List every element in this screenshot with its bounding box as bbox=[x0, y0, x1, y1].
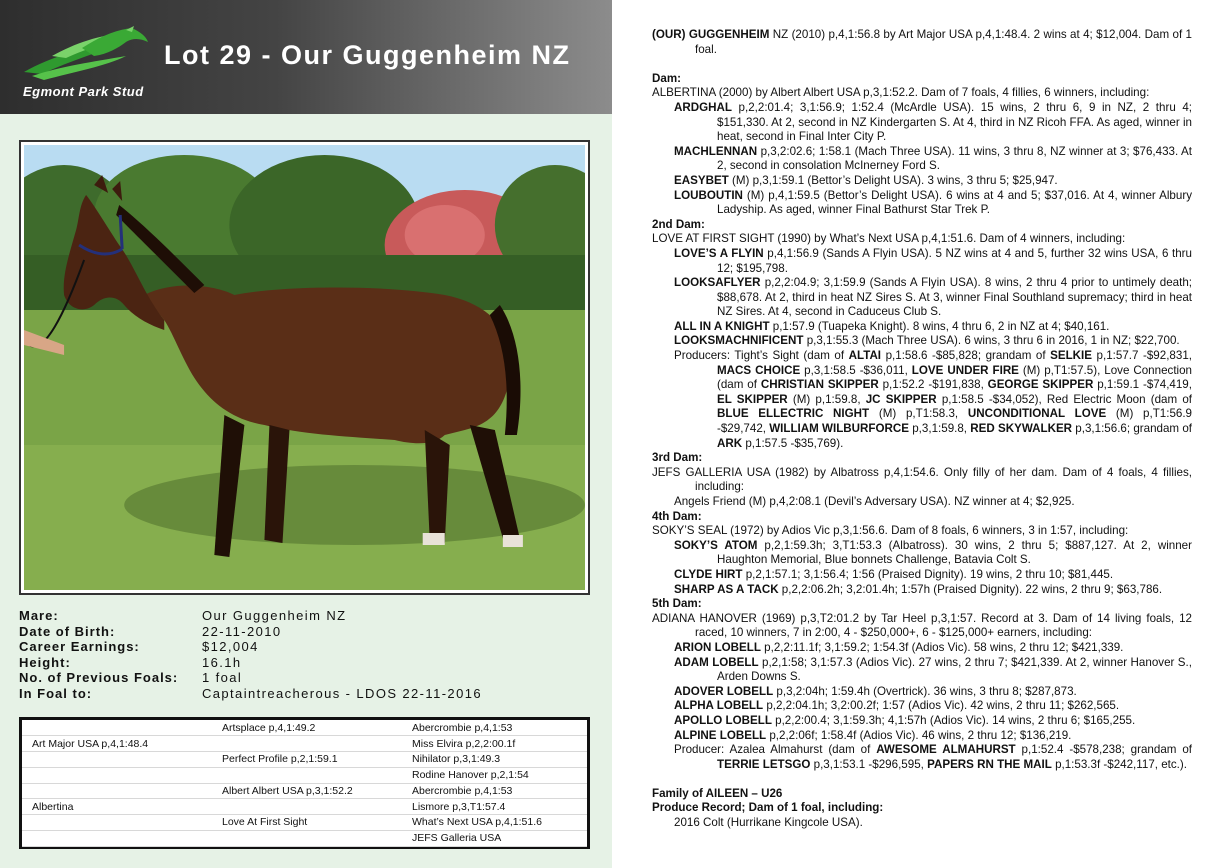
progeny-entry bbox=[652, 334, 1192, 349]
progeny-entry bbox=[652, 101, 1192, 145]
pedigree-cell: Albert Albert USA p,3,1:52.2 bbox=[212, 783, 402, 799]
record-text: (M) p,1:59.8, bbox=[787, 392, 866, 406]
pedigree-row bbox=[22, 830, 587, 846]
progeny-entry bbox=[652, 145, 1192, 174]
dam4-heading: 4th Dam: bbox=[652, 509, 702, 523]
progeny-name: ALPINE LOBELL bbox=[674, 728, 767, 742]
progeny-entry bbox=[652, 568, 1192, 583]
dam5-heading: 5th Dam: bbox=[652, 597, 702, 611]
horse-name: TERRIE LETSGO bbox=[717, 757, 811, 771]
dam-heading: Dam: bbox=[652, 71, 681, 85]
pedigree-row bbox=[22, 799, 587, 815]
horse-name: BLUE ELLECTRIC NIGHT bbox=[717, 407, 870, 421]
record-text: p,1:58.6 -$85,828; grandam of bbox=[881, 349, 1051, 363]
horse-name: AWESOME ALMAHURST bbox=[876, 743, 1016, 757]
horse-name: ALTAI bbox=[848, 349, 882, 363]
pedigree-cell: Nihilator p,3,1:49.3 bbox=[402, 752, 587, 768]
horse-name: WILLIAM WILBURFORCE bbox=[769, 422, 909, 436]
pedigree-cell: Love At First Sight bbox=[212, 815, 402, 831]
detail-row-foals bbox=[19, 670, 599, 686]
pedigree-table bbox=[19, 717, 590, 849]
progeny-entry bbox=[652, 189, 1192, 218]
record-text: p,1:57.7 -$92,831, bbox=[1092, 349, 1192, 363]
dam3-text: JEFS GALLERIA USA (1982) by Albatross p,4,1:54.6. Only filly of her dam. Dam of 4 foals, 4 fillies, including: bbox=[652, 465, 1192, 494]
header-banner bbox=[0, 0, 612, 114]
detail-label: Mare: bbox=[19, 608, 59, 623]
horse-name: PAPERS RN THE MAIL bbox=[927, 757, 1052, 771]
dam4-entries bbox=[652, 539, 1192, 597]
producers-lead: Producers: Tight’s Sight (dam of bbox=[674, 349, 849, 363]
record-text: p,3,1:53.1 -$296,595, bbox=[810, 757, 928, 771]
progeny-record: p,2,2:11.1f; 3,1:59.2; 1:54.3f (Adios Vic). 58 wins, 2 thru 12; $421,339. bbox=[760, 640, 1124, 654]
progeny-name: EASYBET bbox=[674, 173, 729, 187]
horse-photo-frame bbox=[19, 140, 590, 595]
stud-name: Egmont Park Stud bbox=[23, 84, 144, 99]
catalogue-text bbox=[652, 28, 1192, 831]
progeny-record: p,2,2:04.1h; 3,2:00.2f; 1:57 (Adios Vic). 42 wins, 2 thru 11; $262,565. bbox=[763, 699, 1120, 713]
pedigree-row bbox=[22, 815, 587, 831]
detail-row-mare bbox=[19, 608, 599, 624]
detail-value: 16.1h bbox=[202, 654, 242, 670]
progeny-record: p,4,1:56.9 (Sands A Flyin USA). 5 NZ wins at 4 and 5, further 32 wins USA, 6 thru 12; $195,798. bbox=[717, 246, 1192, 275]
progeny-name: APOLLO LOBELL bbox=[674, 713, 772, 727]
record-text: p,1:59.1 -$74,419, bbox=[1093, 378, 1192, 392]
detail-row-height bbox=[19, 655, 599, 671]
progeny-name: ARDGHAL bbox=[674, 100, 732, 114]
dam5-text: ADIANA HANOVER (1969) p,3,T2:01.2 by Tar Heel p,3,1:57. Record at 3. Dam of 14 living foals, 12 raced, 10 winners, 7 in 2:00, 4 - $250,000+, 6 - $125,000+ earners, including: bbox=[652, 611, 1192, 640]
progeny-name: ALPHA LOBELL bbox=[674, 699, 764, 713]
record-text: (M) p,T1:58.3, bbox=[869, 407, 968, 421]
pedigree-cell bbox=[22, 783, 212, 799]
progeny-record: (M) p,4,1:59.5 (Bettor’s Delight USA). 6 wins at 4 and 5; $37,016. At 4, winner Albury Ladyship. As aged, winner Final Bathurst Star Trek P. bbox=[717, 188, 1192, 217]
left-panel bbox=[0, 0, 612, 868]
dam-text: ALBERTINA (2000) by Albert Albert USA p,3,1:52.2. Dam of 7 foals, 4 fillies, 6 winners, including: bbox=[652, 86, 1150, 100]
progeny-record: p,3,1:55.3 (Mach Three USA). 6 wins, 3 thru 6 in 2016, 1 in NZ; $22,700. bbox=[803, 334, 1180, 348]
detail-value: 1 foal bbox=[202, 670, 243, 686]
mare-details bbox=[19, 608, 599, 702]
pedigree-cell bbox=[212, 830, 402, 846]
pedigree-cell: Perfect Profile p,2,1:59.1 bbox=[212, 752, 402, 768]
progeny-record: p,3,2:04h; 1:59.4h (Overtrick). 36 wins, 3 thru 8; $287,873. bbox=[773, 684, 1077, 698]
record-text: p,3,1:59.8, bbox=[909, 422, 971, 436]
intro-text: NZ (2010) p,4,1:56.8 by Art Major USA p,4,1:48.4. 2 wins at 4; $12,004. Dam of 1 foal. bbox=[695, 28, 1192, 56]
progeny-entry bbox=[652, 714, 1192, 729]
pedigree-cell bbox=[212, 736, 402, 752]
detail-label: In Foal to: bbox=[19, 685, 93, 701]
pedigree-cell bbox=[22, 720, 212, 736]
pedigree-cell: Albertina bbox=[22, 799, 212, 815]
detail-label: No. of Previous Foals: bbox=[19, 670, 179, 686]
record-text: p,1:53.3f -$242,117, etc.). bbox=[1051, 757, 1187, 771]
progeny-name: SHARP AS A TACK bbox=[674, 582, 779, 596]
progeny-entry bbox=[652, 729, 1192, 744]
progeny-record: p,3,2:02.6; 1:58.1 (Mach Three USA). 11 wins, 3 thru 8, NZ winner at 3; $76,433. At 2, second in consolation McInerney Ford S. bbox=[717, 144, 1192, 173]
horse-name: SELKIE bbox=[1050, 349, 1092, 363]
horse-name: GEORGE SKIPPER bbox=[987, 378, 1094, 392]
progeny-entry bbox=[652, 656, 1192, 685]
horse-name: CHRISTIAN SKIPPER bbox=[760, 378, 879, 392]
lot-title: Lot 29 - Our Guggenheim NZ bbox=[164, 40, 571, 70]
pedigree-cell bbox=[212, 767, 402, 783]
detail-label: Career Earnings: bbox=[19, 639, 140, 655]
detail-row-dob bbox=[19, 624, 599, 640]
progeny-record: p,2,1:58; 3,1:57.3 (Adios Vic). 27 wins, 2 thru 7; $421,339. At 2, winner Hanover S., Arden Downs S. bbox=[717, 655, 1192, 684]
dam2-text: LOVE AT FIRST SIGHT (1990) by What’s Next USA p,4,1:51.6. Dam of 4 winners, including: bbox=[652, 232, 1126, 246]
record-text: p,1:58.5 -$34,052), Red Electric Moon (dam of bbox=[936, 392, 1192, 406]
dam3-entry: Angels Friend (M) p,4,2:08.1 (Devil’s Adversary USA). NZ winner at 4; $2,925. bbox=[674, 495, 1075, 508]
family-line: Family of AILEEN – U26 bbox=[652, 786, 783, 800]
record-text: (M) p,T1:57.5), Love Connection (dam of bbox=[717, 363, 1193, 392]
progeny-record: (M) p,3,1:59.1 (Bettor’s Delight USA). 3 wins, 3 thru 5; $25,947. bbox=[728, 173, 1058, 187]
record-text: p,1:52.4 -$578,238; grandam of bbox=[1015, 743, 1192, 757]
pedigree-cell bbox=[22, 815, 212, 831]
pedigree-cell bbox=[212, 799, 402, 815]
record-text: p,1:52.2 -$191,838, bbox=[878, 378, 988, 392]
progeny-entry bbox=[652, 247, 1192, 276]
record-text: Producer: Azalea Almahurst (dam of bbox=[674, 743, 877, 757]
horse-name: EL SKIPPER bbox=[717, 392, 788, 406]
progeny-record: p,2,1:59.3h; 3,T1:53.3 (Albatross). 30 wins, 2 thru 5; $887,127. At 2, winner Haughton Memorial, Blue bonnets Challenge, Batavia Colt S. bbox=[717, 538, 1192, 567]
progeny-name: ARION LOBELL bbox=[674, 640, 761, 654]
progeny-entry bbox=[652, 685, 1192, 700]
producer5-paragraph bbox=[652, 743, 1192, 772]
record-text: (M) p,T1:56.9 -$29,742, bbox=[717, 407, 1193, 436]
detail-label: Date of Birth: bbox=[19, 623, 116, 639]
progeny-record: p,2,1:57.1; 3,1:56.4; 1:56 (Praised Dignity). 19 wins, 2 thru 10; $81,445. bbox=[742, 567, 1114, 581]
progeny-record: p,2,2:06f; 1:58.4f (Adios Vic). 46 wins, 2 thru 12; $136,219. bbox=[766, 728, 1072, 742]
pedigree-cell bbox=[22, 830, 212, 846]
pedigree-cell: Abercrombie p,4,1:53 bbox=[402, 720, 587, 736]
progeny-entry bbox=[652, 539, 1192, 568]
pedigree-cell bbox=[22, 767, 212, 783]
progeny-record: p,2,2:01.4; 3,1:56.9; 1:52.4 (McArdle USA). 15 wins, 2 thru 6, 9 in NZ, 2 thru 4; $151,330. At 2, second in NZ Kindergarten S. At 4, third in NZ Ricoh FFA. As aged, winner in heat, second in Final Inter City P. bbox=[717, 100, 1192, 144]
pedigree-row bbox=[22, 736, 587, 752]
pedigree-row bbox=[22, 720, 587, 736]
progeny-name: LOOKSAFLYER bbox=[674, 276, 761, 290]
horse-name: (OUR) GUGGENHEIM bbox=[652, 28, 770, 41]
progeny-entry bbox=[652, 641, 1192, 656]
detail-label: Height: bbox=[19, 654, 71, 670]
progeny-name: SOKY’S ATOM bbox=[674, 538, 758, 552]
horse-name: UNCONDITIONAL LOVE bbox=[967, 407, 1107, 421]
progeny-name: ALL IN A KNIGHT bbox=[674, 319, 770, 333]
progeny-name: LOOKSMACHNIFICENT bbox=[674, 334, 804, 348]
progeny-record: p,2,2:04.9; 3,1:59.9 (Sands A Flyin USA). 8 wins, 2 thru 4 prior to untimely death; $88,678. At 2, third in heat NZ Sires S. At 3, winner Final Southland supremacy; third in heat NZ Sires. At 4, second in Caduceus Club S. bbox=[717, 276, 1192, 319]
record-text: p,1:57.5 -$35,769). bbox=[742, 436, 844, 450]
progeny-name: LOUBOUTIN bbox=[674, 188, 743, 202]
progeny-entry bbox=[652, 174, 1192, 189]
dam2-heading: 2nd Dam: bbox=[652, 217, 705, 231]
intro-paragraph bbox=[652, 28, 1192, 57]
progeny-entry bbox=[652, 583, 1192, 598]
progeny-name: LOVE’S A FLYIN bbox=[674, 246, 764, 260]
dam2-entries bbox=[652, 247, 1192, 349]
dam5-entries bbox=[652, 641, 1192, 743]
detail-row-earnings bbox=[19, 639, 599, 655]
horse-name: LOVE UNDER FIRE bbox=[911, 363, 1019, 377]
pedigree-cell: Artsplace p,4,1:49.2 bbox=[212, 720, 402, 736]
progeny-name: ADAM LOBELL bbox=[674, 655, 759, 669]
racing-horse-logo-icon bbox=[22, 26, 152, 82]
detail-value: 22-11-2010 bbox=[202, 623, 282, 639]
detail-row-in-foal bbox=[19, 686, 599, 702]
progeny-record: p,2,2:00.4; 3,1:59.3h; 4,1:57h (Adios Vic). 14 wins, 2 thru 6; $165,255. bbox=[771, 713, 1136, 727]
producers-paragraph bbox=[652, 349, 1192, 451]
progeny-entry bbox=[652, 320, 1192, 335]
pedigree-cell: Lismore p,3,T1:57.4 bbox=[402, 799, 587, 815]
horse-name: JC SKIPPER bbox=[865, 392, 937, 406]
detail-value: $12,004 bbox=[202, 639, 259, 655]
dam4-text: SOKY’S SEAL (1972) by Adios Vic p,3,1:56.6. Dam of 8 foals, 6 winners, 3 in 1:57, including: bbox=[652, 524, 1129, 538]
progeny-record: p,2,2:06.2h; 3,2:01.4h; 1:57h (Praised Dignity). 22 wins, 2 thru 9; $63,786. bbox=[778, 582, 1163, 596]
progeny-name: MACHLENNAN bbox=[674, 144, 758, 158]
horse-name: MACS CHOICE bbox=[717, 363, 801, 377]
dam-entries bbox=[652, 101, 1192, 218]
produce-heading: Produce Record; Dam of 1 foal, including: bbox=[652, 801, 884, 815]
progeny-record: p,1:57.9 (Tuapeka Knight). 8 wins, 4 thru 6, 2 in NZ at 4; $40,161. bbox=[769, 319, 1110, 333]
pedigree-cell: Art Major USA p,4,1:48.4 bbox=[22, 736, 212, 752]
detail-value: Captaintreacherous - LDOS 22-11-2016 bbox=[202, 685, 482, 701]
pedigree-cell: Abercrombie p,4,1:53 bbox=[402, 783, 587, 799]
record-text: p,3,1:56.6; grandam of bbox=[1072, 422, 1192, 436]
record-text: p,3,1:58.5 -$36,011, bbox=[800, 363, 912, 377]
pedigree-cell bbox=[22, 752, 212, 768]
pedigree-row bbox=[22, 767, 587, 783]
progeny-name: ADOVER LOBELL bbox=[674, 684, 774, 698]
horse-photo bbox=[24, 145, 585, 590]
detail-value: Our Guggenheim NZ bbox=[202, 608, 347, 623]
pedigree-cell: JEFS Galleria USA bbox=[402, 830, 587, 846]
dam3-heading: 3rd Dam: bbox=[652, 451, 703, 465]
pedigree-row bbox=[22, 752, 587, 768]
progeny-entry bbox=[652, 699, 1192, 714]
progeny-name: CLYDE HIRT bbox=[674, 567, 743, 581]
pedigree-cell: What’s Next USA p,4,1:51.6 bbox=[402, 815, 587, 831]
horse-name: RED SKYWALKER bbox=[970, 422, 1073, 436]
produce-entry: 2016 Colt (Hurrikane Kingcole USA). bbox=[674, 816, 863, 830]
horse-name: ARK bbox=[717, 436, 743, 450]
pedigree-cell: Miss Elvira p,2,2:00.1f bbox=[402, 736, 587, 752]
pedigree-cell: Rodine Hanover p,2,1:54 bbox=[402, 767, 587, 783]
progeny-entry bbox=[652, 276, 1192, 320]
pedigree-row bbox=[22, 783, 587, 799]
